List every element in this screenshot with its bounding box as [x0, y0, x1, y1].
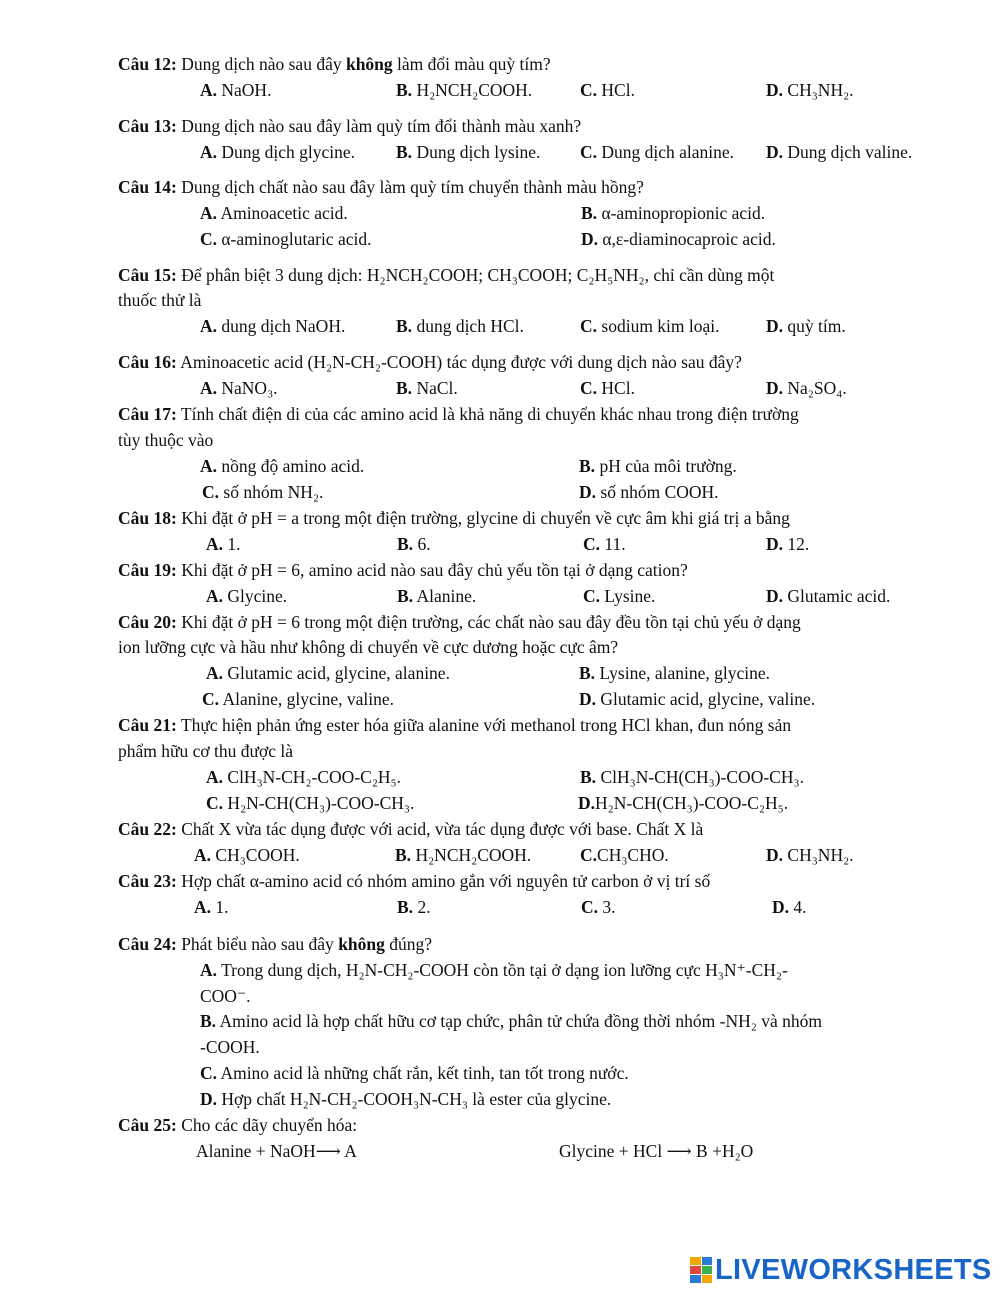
- option-b[interactable]: B. Dung dịch lysine.: [396, 142, 541, 162]
- option-a[interactable]: A. 1.: [194, 897, 229, 917]
- option-a[interactable]: A. Trong dung dịch, H₂N-CH₂-COOH còn tồn tại ở dạng ion lưỡng cực H₃N⁺-CH₂-: [200, 960, 788, 980]
- option-d[interactable]: D. Hợp chất H₂N-CH₂-COOH₃N-CH₃ là ester của glycine.: [200, 1089, 612, 1109]
- option-b[interactable]: B. Alanine.: [397, 586, 477, 606]
- option-a[interactable]: A. CH₃COOH.: [194, 845, 300, 865]
- option-d[interactable]: D. CH₃NH₂.: [766, 80, 854, 100]
- option-a[interactable]: A. NaNO₃.: [200, 378, 278, 398]
- question-22: Câu 22: Chất X vừa tác dụng được với acid, vừa tác dụng được với base. Chất X là: [118, 819, 704, 839]
- option-a[interactable]: A. Aminoacetic acid.: [200, 203, 348, 223]
- question-25: Câu 25: Cho các dãy chuyển hóa:: [118, 1115, 358, 1135]
- question-18: Câu 18: Khi đặt ở pH = a trong một điện trường, glycine di chuyển về cực âm khi giá trị a bằng: [118, 508, 790, 528]
- option-a[interactable]: A. Glutamic acid, glycine, alanine.: [206, 663, 450, 683]
- option-a[interactable]: A. 1.: [206, 534, 241, 554]
- question-14: Câu 14: Dung dịch chất nào sau đây làm quỳ tím chuyển thành màu hồng?: [118, 177, 644, 197]
- option-c[interactable]: C. Amino acid là những chất rắn, kết tinh, tan tốt trong nước.: [200, 1063, 629, 1083]
- option-a[interactable]: A. nồng độ amino acid.: [200, 456, 365, 476]
- liveworksheets-logo: [690, 1255, 992, 1285]
- option-d[interactable]: D. quỳ tím.: [766, 316, 846, 336]
- question-15-cont: thuốc thử là: [118, 290, 202, 310]
- option-a[interactable]: A. ClH₃N-CH₂-COO-C₂H₅.: [206, 767, 402, 787]
- option-c[interactable]: C. H₂N-CH(CH₃)-COO-CH₃.: [206, 793, 415, 813]
- option-b[interactable]: B. 6.: [397, 534, 431, 554]
- option-d[interactable]: D. α,ε-diaminocaproic acid.: [581, 229, 776, 249]
- option-c[interactable]: C. Alanine, glycine, valine.: [202, 689, 394, 709]
- question-17-cont: tùy thuộc vào: [118, 430, 214, 450]
- question-15: Câu 15: Để phân biệt 3 dung dịch: H₂NCH₂COOH; CH₃COOH; C₂H₅NH₂, chỉ cần dùng một: [118, 265, 775, 285]
- option-d[interactable]: D. số nhóm COOH.: [579, 482, 719, 502]
- question-24: Câu 24: Phát biểu nào sau đây không đúng?: [118, 934, 433, 954]
- reaction-1: Alanine + NaOH⟶ A: [196, 1141, 357, 1161]
- question-21: Câu 21: Thực hiện phản ứng ester hóa giữa alanine với methanol trong HCl khan, đun nóng sản: [118, 715, 792, 735]
- option-c[interactable]: C. HCl.: [580, 80, 635, 100]
- option-d[interactable]: D. 4.: [772, 897, 807, 917]
- option-b[interactable]: B. H₂NCH₂COOH.: [395, 845, 532, 865]
- option-c[interactable]: C. Lysine.: [583, 586, 656, 606]
- option-b[interactable]: B. dung dịch HCl.: [396, 316, 524, 336]
- option-b[interactable]: B. H₂NCH₂COOH.: [396, 80, 533, 100]
- option-c[interactable]: C. 11.: [583, 534, 626, 554]
- option-b[interactable]: B. Lysine, alanine, glycine.: [579, 663, 771, 683]
- question-13: Câu 13: Dung dịch nào sau đây làm quỳ tím đổi thành màu xanh?: [118, 116, 582, 136]
- option-a-cont: COO⁻.: [200, 986, 251, 1006]
- option-d[interactable]: D. 12.: [766, 534, 810, 554]
- option-d[interactable]: D. Na₂SO₄.: [766, 378, 847, 398]
- liveworksheets-logo-icon: [690, 1257, 712, 1283]
- option-b[interactable]: B. ClH₃N-CH(CH₃)-COO-CH₃.: [580, 767, 804, 787]
- option-c[interactable]: C. HCl.: [580, 378, 635, 398]
- option-a[interactable]: A. dung dịch NaOH.: [200, 316, 346, 336]
- option-a[interactable]: A. NaOH.: [200, 80, 272, 100]
- question-21-cont: phẩm hữu cơ thu được là: [118, 741, 294, 761]
- option-c[interactable]: C. sodium kim loại.: [580, 316, 720, 336]
- option-c[interactable]: C. α-aminoglutaric acid.: [200, 229, 372, 249]
- option-d[interactable]: D. Glutamic acid, glycine, valine.: [579, 689, 816, 709]
- option-d[interactable]: D. Glutamic acid.: [766, 586, 891, 606]
- reaction-2: Glycine + HCl ⟶ B +H₂O: [559, 1141, 754, 1161]
- option-a[interactable]: A. Dung dịch glycine.: [200, 142, 356, 162]
- option-d[interactable]: D.H₂N-CH(CH₃)-COO-C₂H₅.: [578, 793, 789, 813]
- question-20: Câu 20: Khi đặt ở pH = 6 trong một điện trường, các chất nào sau đây đều tồn tại chủ yếu ở dạng: [118, 612, 801, 632]
- question-12: Câu 12: Dung dịch nào sau đây không làm đổi màu quỳ tím?: [118, 54, 551, 74]
- option-b-cont: -COOH.: [200, 1037, 260, 1057]
- option-c[interactable]: C. số nhóm NH₂.: [202, 482, 324, 502]
- question-19: Câu 19: Khi đặt ở pH = 6, amino acid nào sau đây chủ yếu tồn tại ở dạng cation?: [118, 560, 688, 580]
- option-c[interactable]: C. 3.: [581, 897, 616, 917]
- option-a[interactable]: A. Glycine.: [206, 586, 288, 606]
- option-c[interactable]: C. Dung dịch alanine.: [580, 142, 735, 162]
- question-23: Câu 23: Hợp chất α-amino acid có nhóm amino gắn với nguyên tử carbon ở vị trí số: [118, 871, 711, 891]
- option-b[interactable]: B. 2.: [397, 897, 431, 917]
- option-d[interactable]: D. CH₃NH₂.: [766, 845, 854, 865]
- question-17: Câu 17: Tính chất điện di của các amino acid là khả năng di chuyển khác nhau trong điện trường: [118, 404, 799, 424]
- option-b[interactable]: B. α-aminopropionic acid.: [581, 203, 766, 223]
- option-d[interactable]: D. Dung dịch valine.: [766, 142, 913, 162]
- question-20-cont: ion lưỡng cực và hầu như không di chuyển về cực dương hoặc cực âm?: [118, 637, 619, 657]
- option-b[interactable]: B. NaCl.: [396, 378, 458, 398]
- option-c[interactable]: C.CH₃CHO.: [580, 845, 669, 865]
- option-b[interactable]: B. pH của môi trường.: [579, 456, 737, 476]
- option-b[interactable]: B. Amino acid là hợp chất hữu cơ tạp chức, phân tử chứa đồng thời nhóm -NH₂ và nhóm: [200, 1011, 822, 1031]
- logo-text: LIVEWORKSHEETS: [715, 1253, 992, 1286]
- question-16: Câu 16: Aminoacetic acid (H₂N-CH₂-COOH) tác dụng được với dung dịch nào sau đây?: [118, 352, 742, 372]
